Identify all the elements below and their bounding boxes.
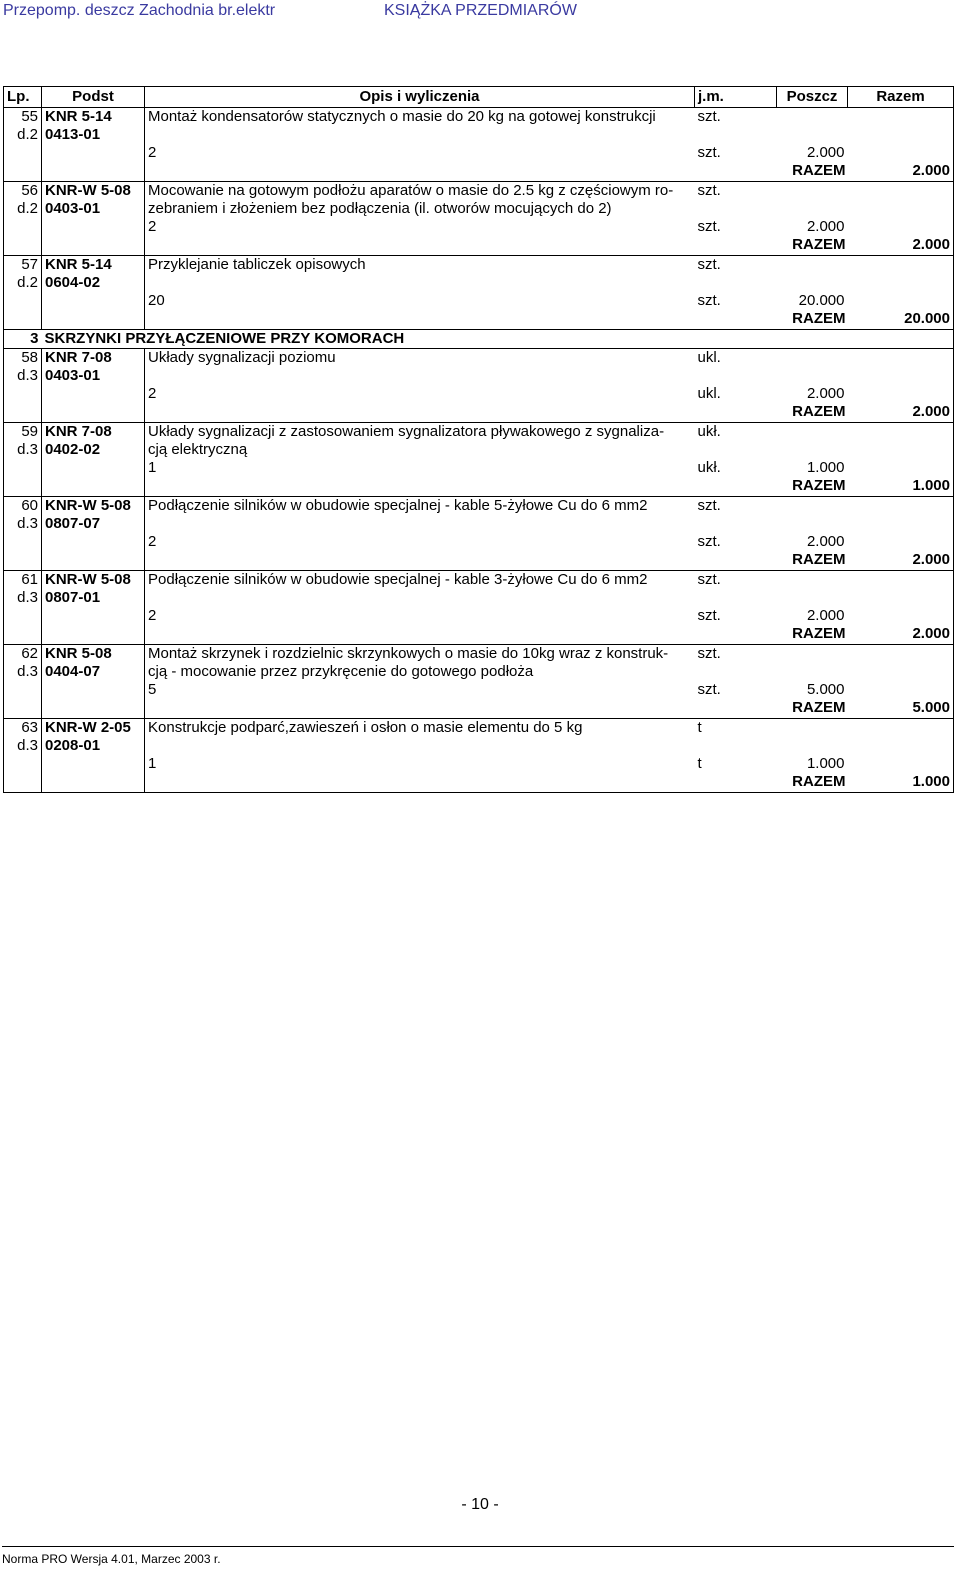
item-jm: t xyxy=(697,719,702,736)
item-razem-row xyxy=(4,773,954,793)
item-podst: KNR-W 2-05 xyxy=(42,719,145,738)
item-opis: Mocowanie na gotowym podłożu aparatów o masie do 2.5 kg z częściowym ro- xyxy=(148,182,674,199)
item-qty-jm: ukl. xyxy=(697,385,721,402)
item-podst2: 0403-01 xyxy=(42,200,145,218)
item-row xyxy=(4,423,954,442)
item-qty-row xyxy=(4,144,954,162)
page-number: - 10 - xyxy=(461,1496,499,1513)
item-razem: 5.000 xyxy=(848,699,954,719)
item-razem-row xyxy=(4,551,954,571)
item-razem-label: RAZEM xyxy=(777,625,848,645)
item-qty-jm: ukł. xyxy=(697,459,721,476)
item-row xyxy=(4,719,954,738)
cost-estimate-table xyxy=(3,86,954,793)
col-lp: Lp. xyxy=(4,87,42,108)
item-razem: 2.000 xyxy=(848,403,954,423)
item-row-2 xyxy=(4,515,954,533)
item-razem-row xyxy=(4,236,954,256)
item-lp2: d.3 xyxy=(4,589,42,607)
item-opis2 xyxy=(145,274,695,292)
item-razem-row xyxy=(4,162,954,182)
item-lp2: d.2 xyxy=(4,274,42,292)
col-opis: Opis i wyliczenia xyxy=(145,87,695,108)
item-razem-label: RAZEM xyxy=(777,310,848,330)
item-qty-jm: szt. xyxy=(697,144,721,161)
item-row-2 xyxy=(4,126,954,144)
item-razem-row xyxy=(4,477,954,497)
item-lp: 63 xyxy=(4,719,42,738)
item-opis: Podłączenie silników w obudowie specjalnej - kable 3-żyłowe Cu do 6 mm2 xyxy=(148,571,648,588)
item-opis2: zebraniem i złożeniem bez podłączenia (il. otworów mocujących do 2) xyxy=(148,200,612,217)
item-poszcz: 1.000 xyxy=(806,755,845,772)
item-razem-label: RAZEM xyxy=(777,236,848,256)
item-lp: 55 xyxy=(4,108,42,127)
item-lp: 58 xyxy=(4,349,42,368)
item-qty: 1 xyxy=(148,755,157,772)
item-qty-row xyxy=(4,459,954,477)
item-row-2 xyxy=(4,441,954,459)
item-podst2: 0807-01 xyxy=(42,589,145,607)
item-row-2 xyxy=(4,367,954,385)
item-razem-label: RAZEM xyxy=(777,403,848,423)
item-opis: Montaż kondensatorów statycznych o masie do 20 kg na gotowej konstrukcji xyxy=(148,108,656,125)
item-razem: 2.000 xyxy=(848,236,954,256)
item-row-2 xyxy=(4,589,954,607)
item-qty: 1 xyxy=(148,459,157,476)
item-lp2: d.3 xyxy=(4,515,42,533)
item-row xyxy=(4,645,954,664)
item-podst: KNR 7-08 xyxy=(42,423,145,442)
item-podst2: 0404-07 xyxy=(42,663,145,681)
item-qty-row xyxy=(4,681,954,699)
item-opis2: cją - mocowanie przez przykręcenie do gotowego podłoża xyxy=(148,663,534,680)
item-podst2: 0807-07 xyxy=(42,515,145,533)
header-left: Przepomp. deszcz Zachodnia br.elektr xyxy=(3,2,276,19)
item-lp2: d.3 xyxy=(4,663,42,681)
item-opis2 xyxy=(145,126,695,144)
footer-note: Norma PRO Wersja 4.01, Marzec 2003 r. xyxy=(2,1552,221,1566)
item-lp: 61 xyxy=(4,571,42,590)
item-jm: szt. xyxy=(697,571,721,588)
item-opis: Montaż skrzynek i rozdzielnic skrzynkowych o masie do 10kg wraz z konstruk- xyxy=(148,645,669,662)
item-lp2: d.3 xyxy=(4,367,42,385)
item-podst: KNR-W 5-08 xyxy=(42,182,145,201)
item-lp: 57 xyxy=(4,256,42,275)
item-poszcz: 1.000 xyxy=(806,459,845,476)
item-qty: 2 xyxy=(148,607,157,624)
item-row xyxy=(4,349,954,368)
item-jm: szt. xyxy=(697,645,721,662)
item-qty-row xyxy=(4,218,954,236)
item-qty-jm: szt. xyxy=(697,292,721,309)
item-row xyxy=(4,256,954,275)
section-title: SKRZYNKI PRZYŁĄCZENIOWE PRZY KOMORACH xyxy=(42,330,954,349)
item-lp2: d.3 xyxy=(4,441,42,459)
item-lp: 56 xyxy=(4,182,42,201)
item-podst2: 0402-02 xyxy=(42,441,145,459)
item-row xyxy=(4,108,954,127)
item-lp2: d.3 xyxy=(4,737,42,755)
item-podst: KNR 5-14 xyxy=(42,256,145,275)
item-lp2: d.2 xyxy=(4,200,42,218)
item-row-2 xyxy=(4,200,954,218)
item-opis2 xyxy=(145,737,695,755)
item-razem: 2.000 xyxy=(848,551,954,571)
col-podst: Podst xyxy=(42,87,145,108)
section-row xyxy=(4,330,954,349)
item-opis: Układy sygnalizacji z zastosowaniem sygnalizatora pływakowego z sygnaliza- xyxy=(148,423,665,440)
item-row-2 xyxy=(4,737,954,755)
header-right: KSIĄŻKA PRZEDMIARÓW xyxy=(384,2,577,19)
item-qty: 2 xyxy=(148,218,157,235)
item-podst: KNR 5-14 xyxy=(42,108,145,127)
item-qty: 2 xyxy=(148,533,157,550)
col-razem: Razem xyxy=(848,87,954,108)
item-row xyxy=(4,497,954,516)
item-lp: 59 xyxy=(4,423,42,442)
section-num: 3 xyxy=(4,330,42,349)
table-header-row xyxy=(4,87,954,108)
item-razem: 2.000 xyxy=(848,625,954,645)
item-razem-label: RAZEM xyxy=(777,162,848,182)
item-qty: 20 xyxy=(148,292,165,309)
item-opis: Konstrukcje podparć,zawieszeń i osłon o masie elementu do 5 kg xyxy=(148,719,583,736)
item-razem-row xyxy=(4,403,954,423)
item-poszcz: 20.000 xyxy=(798,292,845,309)
item-lp2: d.2 xyxy=(4,126,42,144)
item-razem: 20.000 xyxy=(848,310,954,330)
item-podst: KNR-W 5-08 xyxy=(42,497,145,516)
item-jm: szt. xyxy=(697,108,721,125)
item-poszcz: 2.000 xyxy=(806,533,845,550)
item-qty: 2 xyxy=(148,144,157,161)
item-qty-jm: szt. xyxy=(697,681,721,698)
item-podst2: 0604-02 xyxy=(42,274,145,292)
item-poszcz: 2.000 xyxy=(806,218,845,235)
item-jm: ukl. xyxy=(697,349,721,366)
item-qty-row xyxy=(4,755,954,773)
item-razem-row xyxy=(4,625,954,645)
item-lp: 60 xyxy=(4,497,42,516)
item-jm: szt. xyxy=(697,497,721,514)
item-qty-row xyxy=(4,385,954,403)
item-razem: 1.000 xyxy=(848,773,954,793)
item-podst: KNR-W 5-08 xyxy=(42,571,145,590)
item-jm: ukł. xyxy=(697,423,721,440)
item-row xyxy=(4,571,954,590)
item-podst2: 0403-01 xyxy=(42,367,145,385)
item-qty-jm: t xyxy=(697,755,702,772)
item-podst2: 0413-01 xyxy=(42,126,145,144)
item-poszcz: 2.000 xyxy=(806,144,845,161)
item-qty-jm: szt. xyxy=(697,218,721,235)
item-qty: 2 xyxy=(148,385,157,402)
item-podst2: 0208-01 xyxy=(42,737,145,755)
item-qty-jm: szt. xyxy=(697,607,721,624)
item-lp: 62 xyxy=(4,645,42,664)
item-razem-label: RAZEM xyxy=(777,699,848,719)
item-podst: KNR 5-08 xyxy=(42,645,145,664)
col-poszcz: Poszcz xyxy=(777,87,848,108)
item-opis2 xyxy=(145,589,695,607)
col-jm: j.m. xyxy=(695,87,777,108)
footer-rule xyxy=(2,1546,954,1547)
item-razem: 1.000 xyxy=(848,477,954,497)
item-opis: Podłączenie silników w obudowie specjalnej - kable 5-żyłowe Cu do 6 mm2 xyxy=(148,497,648,514)
item-opis2 xyxy=(145,367,695,385)
item-qty-row xyxy=(4,607,954,625)
item-row-2 xyxy=(4,663,954,681)
item-row xyxy=(4,182,954,201)
item-podst: KNR 7-08 xyxy=(42,349,145,368)
item-qty-jm: szt. xyxy=(697,533,721,550)
item-opis2: cją elektryczną xyxy=(148,441,248,458)
item-razem-row xyxy=(4,310,954,330)
item-row-2 xyxy=(4,274,954,292)
item-razem-label: RAZEM xyxy=(777,551,848,571)
item-razem: 2.000 xyxy=(848,162,954,182)
item-razem-label: RAZEM xyxy=(777,773,848,793)
item-opis: Przyklejanie tabliczek opisowych xyxy=(148,256,366,273)
item-opis: Układy sygnalizacji poziomu xyxy=(148,349,336,366)
item-qty-row xyxy=(4,292,954,310)
item-poszcz: 2.000 xyxy=(806,607,845,624)
item-poszcz: 5.000 xyxy=(806,681,845,698)
item-razem-label: RAZEM xyxy=(777,477,848,497)
item-jm: szt. xyxy=(697,256,721,273)
item-poszcz: 2.000 xyxy=(806,385,845,402)
item-qty: 5 xyxy=(148,681,157,698)
item-jm: szt. xyxy=(697,182,721,199)
item-opis2 xyxy=(145,515,695,533)
item-razem-row xyxy=(4,699,954,719)
item-qty-row xyxy=(4,533,954,551)
